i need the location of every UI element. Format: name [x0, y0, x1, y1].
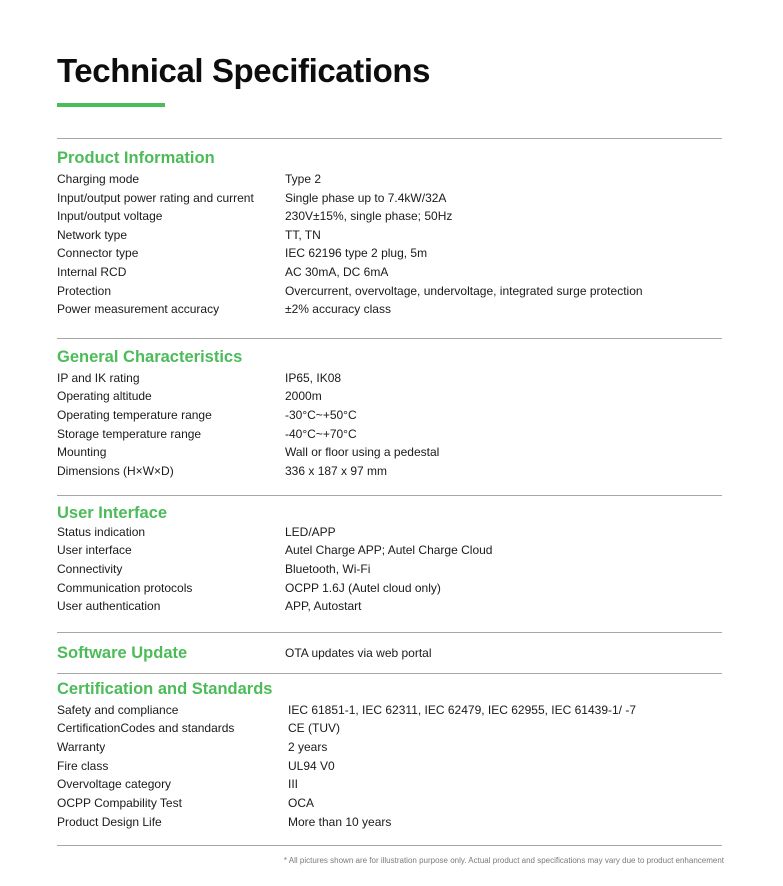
spec-value: 336 x 187 x 97 mm: [285, 464, 388, 478]
spec-label: User interface: [57, 543, 132, 557]
spec-label: IP and IK rating: [57, 371, 140, 385]
spec-value: -40°C~+70°C: [285, 427, 357, 441]
section-divider: [57, 338, 722, 339]
spec-value: Wall or floor using a pedestal: [285, 445, 440, 459]
spec-value: Autel Charge APP; Autel Charge Cloud: [285, 543, 493, 557]
spec-label: Fire class: [57, 759, 109, 773]
spec-value: CE (TUV): [288, 721, 340, 735]
section-title-software-update: Software Update: [57, 644, 188, 662]
spec-label: Communication protocols: [57, 581, 193, 595]
spec-value: 2 years: [288, 740, 328, 754]
spec-label: Network type: [57, 228, 128, 242]
spec-label: Mounting: [57, 445, 107, 459]
spec-label: Charging mode: [57, 172, 140, 186]
spec-label: Input/output voltage: [57, 209, 163, 223]
title-underline: [57, 103, 165, 107]
spec-value: IEC 62196 type 2 plug, 5m: [285, 246, 428, 260]
spec-label: Safety and compliance: [57, 703, 179, 717]
section-divider: [57, 632, 722, 633]
spec-value: Overcurrent, overvoltage, undervoltage, integrated surge protection: [285, 284, 643, 298]
spec-label: Status indication: [57, 525, 146, 539]
spec-value: III: [288, 777, 299, 791]
spec-label: Operating altitude: [57, 389, 152, 403]
spec-value: Bluetooth, Wi-Fi: [285, 562, 371, 576]
spec-label: Connector type: [57, 246, 139, 260]
spec-value: 2000m: [285, 389, 322, 403]
spec-value: Single phase up to 7.4kW/32A: [285, 191, 447, 205]
spec-value: OTA updates via web portal: [285, 646, 432, 660]
spec-value: IP65, IK08: [285, 371, 342, 385]
section-title-product-information: Product Information: [57, 149, 215, 167]
spec-label: OCPP Compability Test: [57, 796, 182, 810]
spec-value: ±2% accuracy class: [285, 302, 391, 316]
spec-value: IEC 61851-1, IEC 62311, IEC 62479, IEC 62955, IEC 61439-1/ -7: [288, 703, 636, 717]
spec-value: AC 30mA, DC 6mA: [285, 265, 389, 279]
footnote: * All pictures shown are for illustration purpose only. Actual product and specifications may vary due to product enhancement: [283, 856, 724, 865]
section-title-certification-and-standards: Certification and Standards: [57, 680, 273, 698]
spec-value: -30°C~+50°C: [285, 408, 357, 422]
spec-value: UL94 V0: [288, 759, 335, 773]
spec-value: 230V±15%, single phase; 50Hz: [285, 209, 453, 223]
spec-label: Operating temperature range: [57, 408, 212, 422]
section-divider: [57, 495, 722, 496]
spec-value: TT, TN: [285, 228, 321, 242]
spec-value: More than 10 years: [288, 815, 392, 829]
spec-label: Dimensions (H×W×D): [57, 464, 174, 478]
spec-label: Warranty: [57, 740, 106, 754]
section-title-user-interface: User Interface: [57, 504, 168, 522]
spec-label: Protection: [57, 284, 112, 298]
spec-label: CertificationCodes and standards: [57, 721, 235, 735]
section-title-general-characteristics: General Characteristics: [57, 348, 243, 366]
spec-value: OCPP 1.6J (Autel cloud only): [285, 581, 441, 595]
spec-label: Input/output power rating and current: [57, 191, 254, 205]
spec-value: LED/APP: [285, 525, 336, 539]
spec-value: APP, Autostart: [285, 599, 362, 613]
spec-label: Internal RCD: [57, 265, 127, 279]
spec-label: Connectivity: [57, 562, 123, 576]
spec-label: Power measurement accuracy: [57, 302, 220, 316]
spec-label: User authentication: [57, 599, 161, 613]
section-divider: [57, 845, 722, 846]
spec-value: Type 2: [285, 172, 322, 186]
spec-value: OCA: [288, 796, 315, 810]
page-title: Technical Specifications: [57, 52, 431, 89]
section-divider: [57, 138, 722, 139]
spec-label: Storage temperature range: [57, 427, 202, 441]
spec-label: Product Design Life: [57, 815, 162, 829]
section-divider: [57, 673, 722, 674]
spec-label: Overvoltage category: [57, 777, 172, 791]
